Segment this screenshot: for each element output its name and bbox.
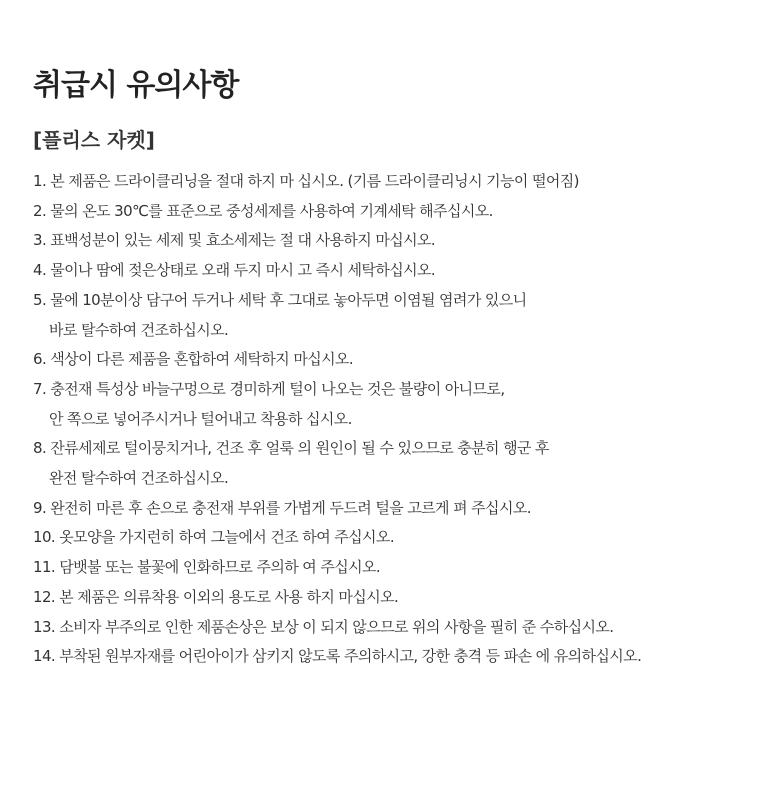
list-item-text: 13. 소비자 부주의로 인한 제품손상은 보상 이 되지 않으므로 위의 사항을 필히 준 수하십시오. <box>33 617 614 636</box>
section-heading: [플리스 자켓] <box>33 128 155 152</box>
list-item <box>33 613 641 643</box>
list-item <box>33 167 641 197</box>
list-item <box>33 256 641 286</box>
page-title: 취급시 유의사항 <box>33 68 239 103</box>
list-item <box>33 553 641 583</box>
instruction-list <box>33 167 641 672</box>
list-item-continuation: 완전 탈수하여 건조하십시오. <box>49 469 229 488</box>
list-item-continuation: 바로 탈수하여 건조하십시오. <box>49 320 229 339</box>
list-item <box>33 345 641 375</box>
list-item-text: 8. 잔류세제로 털이뭉치거나, 건조 후 얼룩 의 원인이 될 수 있으므로 충분히 행군 후 <box>33 439 549 458</box>
list-item-text: 7. 충전재 특성상 바늘구멍으로 경미하게 털이 나오는 것은 불량이 아니므로, <box>33 379 505 398</box>
list-item <box>33 523 641 553</box>
list-item-text: 2. 물의 온도 30℃를 표준으로 중성세제를 사용하여 기계세탁 해주십시오. <box>33 201 493 220</box>
list-item <box>33 642 641 672</box>
list-item-text: 4. 물이나 땀에 젖은상태로 오래 두지 마시 고 즉시 세탁하십시오. <box>33 261 436 280</box>
list-item-text: 14. 부착된 원부자재를 어린아이가 삼키지 않도록 주의하시고, 강한 충격 등 파손 에 유의하십시오. <box>33 647 642 666</box>
list-item <box>33 583 641 613</box>
list-item-text: 3. 표백성분이 있는 세제 및 효소세제는 절 대 사용하지 마십시오. <box>33 231 436 250</box>
list-item <box>33 197 641 227</box>
list-item-continuation: 안 쪽으로 넣어주시거나 털어내고 착용하 십시오. <box>49 409 352 428</box>
list-item-text: 9. 완전히 마른 후 손으로 충전재 부위를 가볍게 두드려 털을 고르게 펴 주십시오. <box>33 498 531 517</box>
list-item-text: 6. 색상이 다른 제품을 혼합하여 세탁하지 마십시오. <box>33 350 354 369</box>
list-item-text: 10. 옷모양을 가지런히 하여 그늘에서 건조 하여 주십시오. <box>33 528 394 547</box>
list-item <box>33 286 641 345</box>
list-item-text: 5. 물에 10분이상 담구어 두거나 세탁 후 그대로 놓아두면 이염될 염려가 있으니 <box>33 290 527 309</box>
list-item <box>33 434 641 493</box>
list-item-text: 12. 본 제품은 의류착용 이외의 용도로 사용 하지 마십시오. <box>33 587 399 606</box>
list-item-text: 11. 담뱃불 또는 불꽃에 인화하므로 주의하 여 주십시오. <box>33 558 381 577</box>
list-item <box>33 494 641 524</box>
list-item <box>33 375 641 434</box>
list-item <box>33 226 641 256</box>
list-item-text: 1. 본 제품은 드라이클리닝을 절대 하지 마 십시오. (기름 드라이클리닝시 기능이 떨어짐) <box>33 172 579 190</box>
